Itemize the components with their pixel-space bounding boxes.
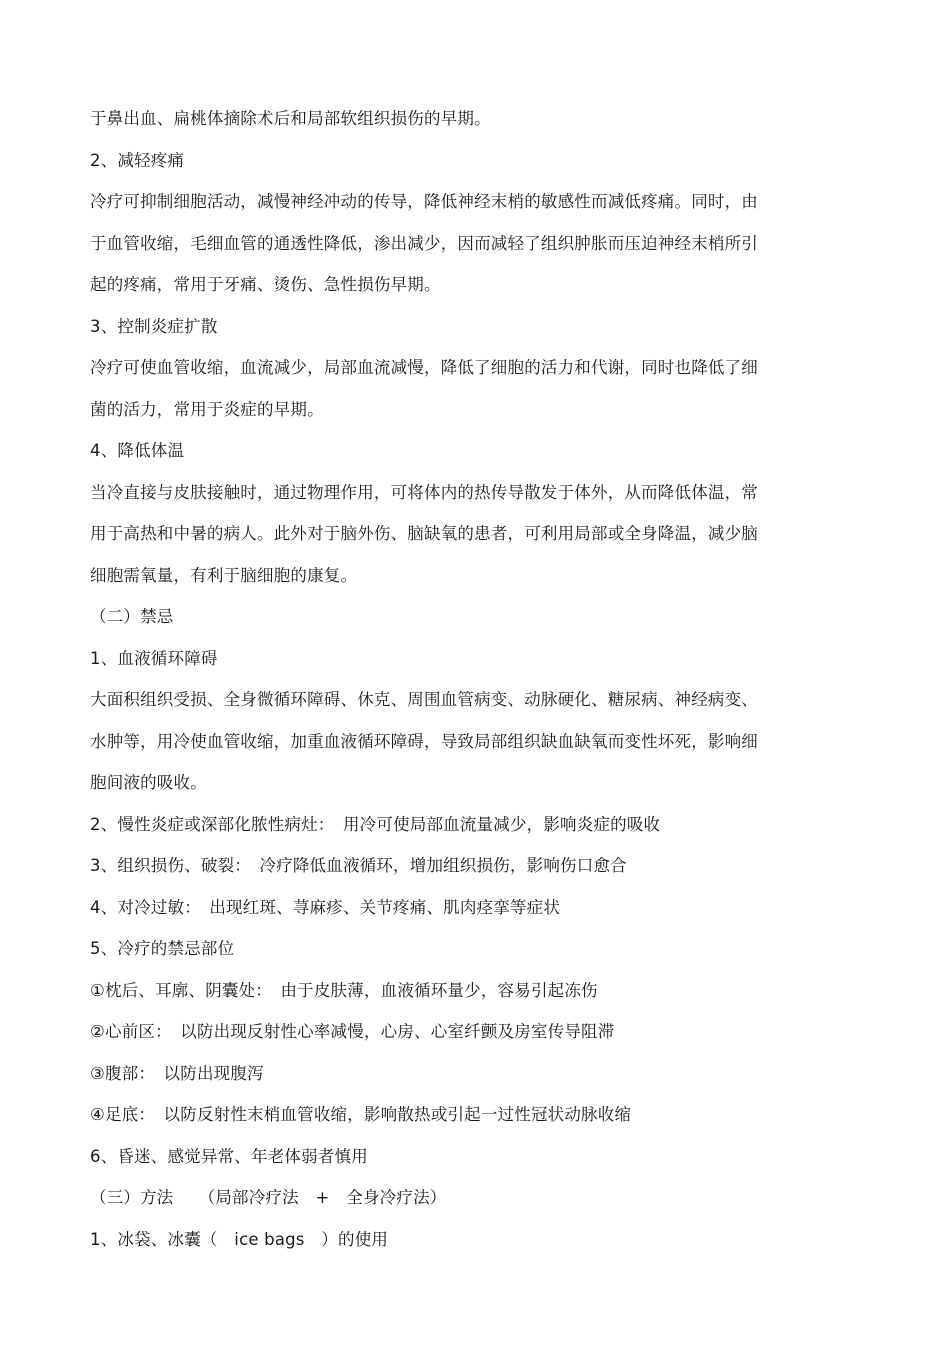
paragraph-line: 用于高热和中暑的病人。此外对于脑外伤、脑缺氧的患者，可利用局部或全身降温，减少脑 (90, 524, 758, 543)
list-item: 6、昏迷、感觉异常、年老体弱者慎用 (90, 1147, 368, 1166)
section-heading: 2、减轻疼痛 (90, 151, 185, 170)
paragraph-line: 胞间液的吸收。 (90, 773, 207, 792)
section-heading: 1、血液循环障碍 (90, 649, 218, 668)
paragraph-line: 于血管收缩，毛细血管的通透性降低，渗出减少，因而减轻了组织肿胀而压迫神经末梢所引 (90, 234, 758, 253)
paragraph-line: 冷疗可抑制细胞活动，减慢神经冲动的传导，降低神经末梢的敏感性而减低疼痛。同时，由 (90, 192, 758, 211)
paragraph-line: 冷疗可使血管收缩，血流减少，局部血流减慢，降低了细胞的活力和代谢，同时也降低了细 (90, 358, 758, 377)
list-item: ③腹部： 以防出现腹泻 (90, 1064, 264, 1083)
paragraph-line: 于鼻出血、扁桃体摘除术后和局部软组织损伤的早期。 (90, 109, 491, 128)
section-heading: （三）方法 （局部冷疗法 + 全身冷疗法） (90, 1188, 447, 1207)
list-item: 3、组织损伤、破裂： 冷疗降低血液循环，增加组织损伤，影响伤口愈合 (90, 856, 627, 875)
list-item: ①枕后、耳廓、阴囊处： 由于皮肤薄，血液循环量少，容易引起冻伤 (90, 981, 598, 1000)
list-item: 5、冷疗的禁忌部位 (90, 939, 235, 958)
list-item: 2、慢性炎症或深部化脓性病灶： 用冷可使局部血流量减少，影响炎症的吸收 (90, 815, 661, 834)
section-heading: 4、降低体温 (90, 441, 185, 460)
paragraph-line: 水肿等，用冷使血管收缩，加重血液循环障碍，导致局部组织缺血缺氧而变性坏死，影响细 (90, 732, 758, 751)
paragraph-line: 细胞需氧量，有利于脑细胞的康复。 (90, 566, 358, 585)
section-heading: 3、控制炎症扩散 (90, 317, 218, 336)
paragraph-line: 大面积组织受损、全身微循环障碍、休克、周围血管病变、动脉硬化、糖尿病、神经病变、 (90, 690, 758, 709)
list-item: ④足底： 以防反射性末梢血管收缩，影响散热或引起一过性冠状动脉收缩 (90, 1105, 632, 1124)
paragraph-line: 菌的活力，常用于炎症的早期。 (90, 400, 324, 419)
section-heading: （二）禁忌 (90, 607, 174, 626)
paragraph-line: 起的疼痛，常用于牙痛、烫伤、急性损伤早期。 (90, 275, 441, 294)
section-heading: 1、冰袋、冰囊（ ice bags ）的使用 (90, 1230, 389, 1249)
list-item: ②心前区： 以防出现反射性心率减慢，心房、心室纤颤及房室传导阻滞 (90, 1022, 615, 1041)
paragraph-line: 当冷直接与皮肤接触时，通过物理作用，可将体内的热传导散发于体外，从而降低体温，常 (90, 483, 758, 502)
list-item: 4、对冷过敏： 出现红斑、荨麻疹、关节疼痛、肌肉痉挛等症状 (90, 898, 561, 917)
